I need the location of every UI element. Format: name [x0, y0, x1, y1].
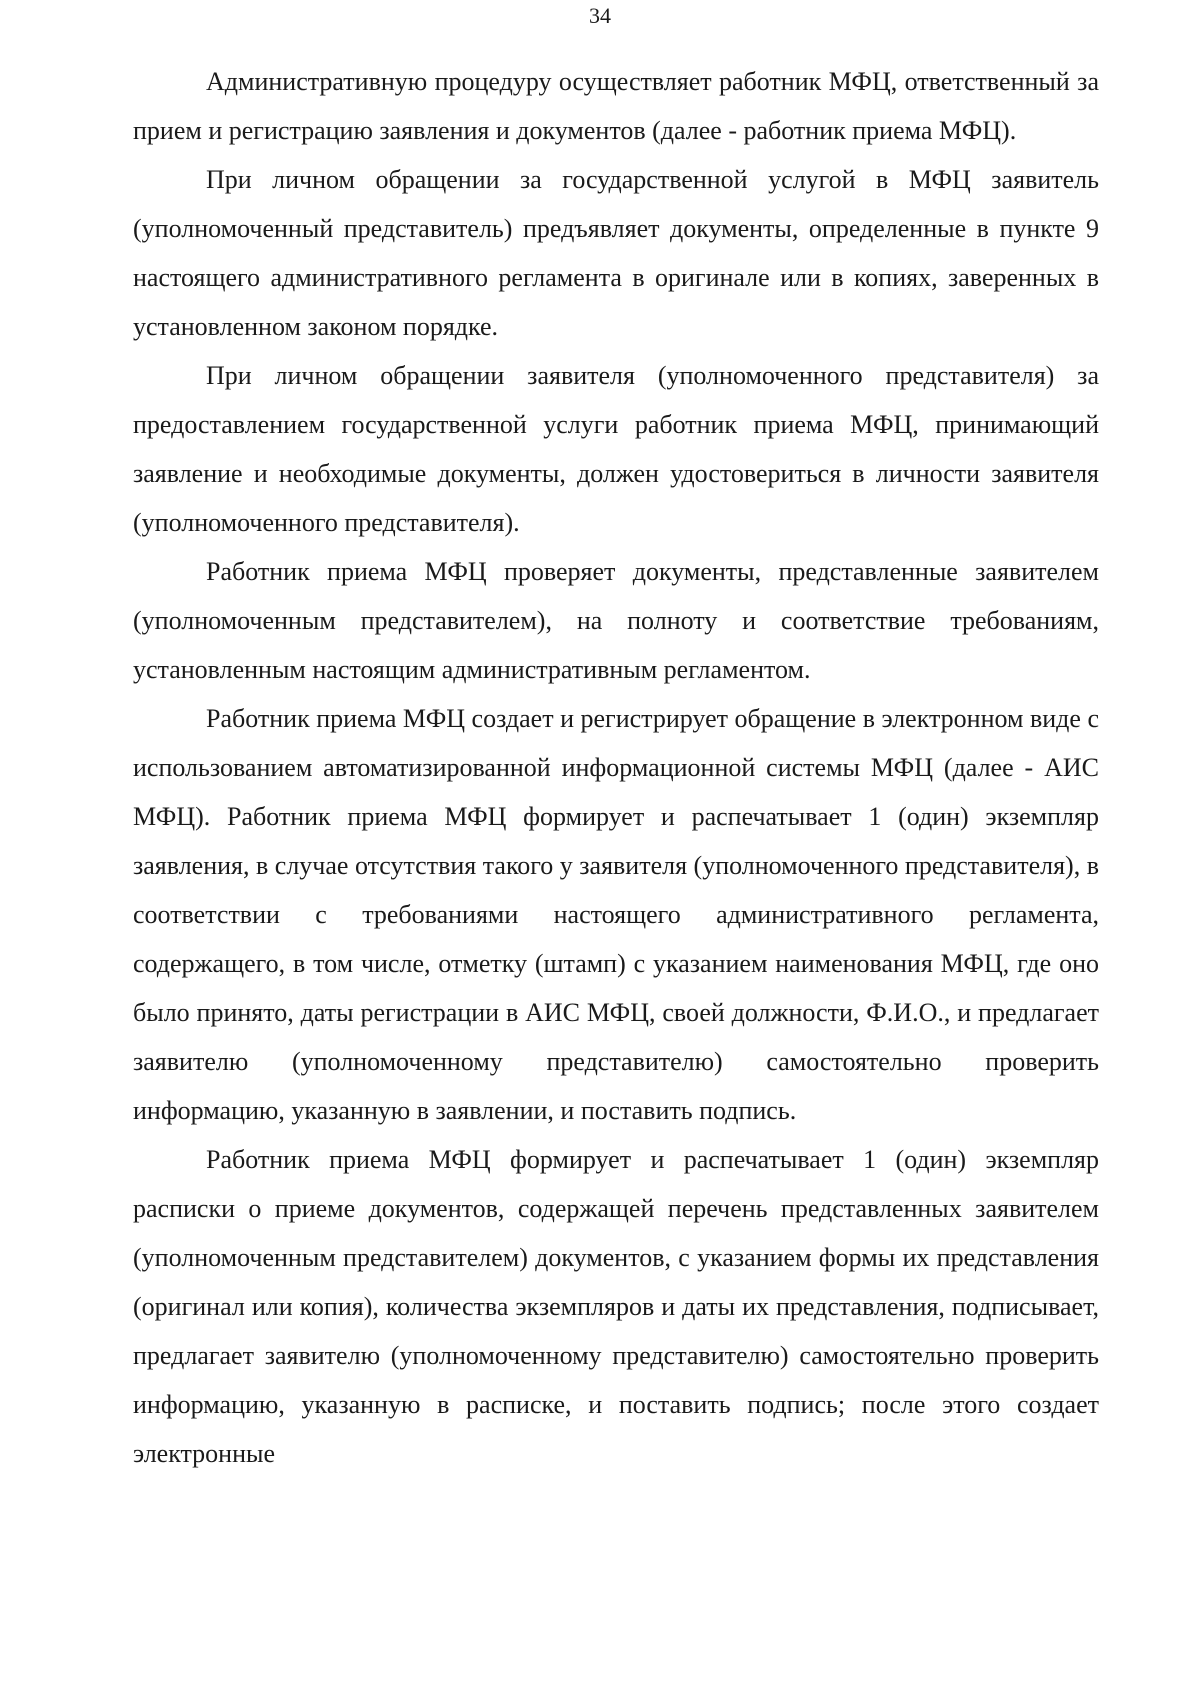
page-number: 34 — [589, 3, 611, 28]
paragraph-registration-ais: Работник приема МФЦ создает и регистрирует обращение в электронном виде с использованием автоматизированной информационной системы МФЦ (далее - АИС МФЦ). Работник приема МФЦ формирует и распечатывает 1 (один) экземпляр заявления, в случае отсутствия такого у заявителя (уполномоченного представителя), в соответствии с требованиями настоящего административного регламента, содержащего, в том числе, отметку (штамп) с указанием наименования МФЦ, где оно было принято, даты регистрации в АИС МФЦ, своей должности, Ф.И.О., и предлагает заявителю (уполномоченному представителю) самостоятельно проверить информацию, указанную в заявлении, и поставить подпись. — [133, 704, 1099, 1125]
document-body — [133, 57, 1099, 1478]
paragraph-personal-appeal-documents: При личном обращении за государственной услугой в МФЦ заявитель (уполномоченный представитель) предъявляет документы, определенные в пункте 9 настоящего административного регламента в оригинале или в копиях, заверенных в установленном законом порядке. — [133, 165, 1099, 341]
paragraph-receipt-issuance: Работник приема МФЦ формирует и распечатывает 1 (один) экземпляр расписки о приеме документов, содержащей перечень представленных заявителем (уполномоченным представителем) документов, с указанием формы их представления (оригинал или копия), количества экземпляров и даты их представления, подписывает, предлагает заявителю (уполномоченному представителю) самостоятельно проверить информацию, указанную в расписке, и поставить подпись; после этого создает электронные — [133, 1145, 1099, 1468]
paragraph-identity-verification: При личном обращении заявителя (уполномоченного представителя) за предоставлением государственной услуги работник приема МФЦ, принимающий заявление и необходимые документы, должен удостовериться в личности заявителя (уполномоченного представителя). — [133, 361, 1099, 537]
paragraph-procedure-performer: Административную процедуру осуществляет работник МФЦ, ответственный за прием и регистрацию заявления и документов (далее - работник приема МФЦ). — [133, 67, 1099, 145]
paragraph-documents-check: Работник приема МФЦ проверяет документы, представленные заявителем (уполномоченным представителем), на полноту и соответствие требованиям, установленным настоящим административным регламентом. — [133, 557, 1099, 684]
